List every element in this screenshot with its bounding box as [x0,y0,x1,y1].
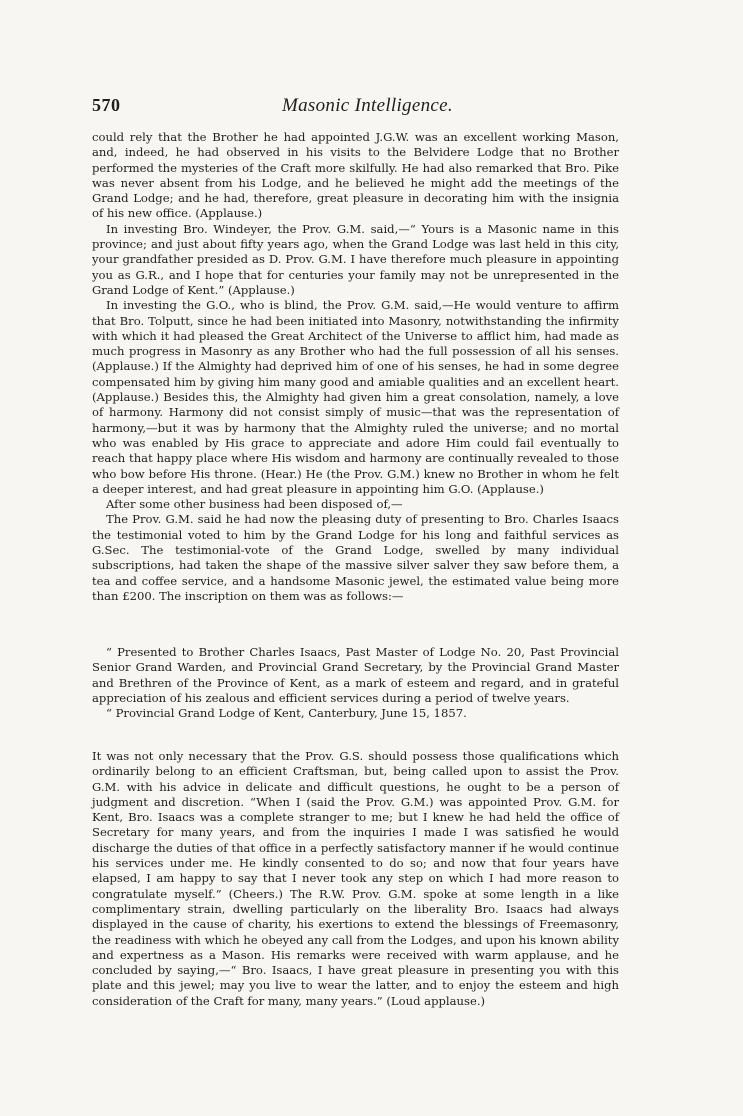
paragraph-testimonial: The Prov. G.M. said he had now the pleasing duty of presenting to Bro. Charles Isaacs the testimonial voted to him by the Grand Lodge for his long and faithful services as G.Sec. The testimonial-vote of the Grand Lodge, swelled by many individual subscriptions, had taken the shape of the massive silver salver they saw before them, a tea and coffee service, and a handsome Masonic jewel, the estimated value being more than £200. The inscription on them was as follows:— [92,512,619,603]
inscription-text: “ Presented to Brother Charles Isaacs, Past Master of Lodge No. 20, Past Provincial Senior Grand Warden, and Provincial Grand Secretary, by the Provincial Grand Master and Brethren of the Province of Kent, as a mark of esteem and regard, and in grateful appreciation of his zealous and efficient services during a period of twelve years. [92,645,619,705]
paragraph-continuation: could rely that the Brother he had appointed J.G.W. was an excellent working Mason, and, indeed, he had observed in his visits to the Belvidere Lodge that no Brother performed the mysteries of the Craft more skilfully. He had also remarked that Bro. Pike was never absent from his Lodge, and he believed he might add the meetings of the Grand Lodge; and he had, therefore, great pleasure in decorating him with the insignia of his new office. (Applause.) [92,130,619,221]
inscription-block [92,645,619,721]
inscription-dateline: “ Provincial Grand Lodge of Kent, Canterbury, June 15, 1857. [106,706,467,721]
page-header [92,95,619,119]
paragraph-organist: In investing the G.O., who is blind, the Prov. G.M. said,—He would venture to affirm that Bro. Tolputt, since he had been initiated into Masonry, notwithstanding the infirmity with which it had pleased the Great Architect of the Universe to afflict him, had made as much progress in Masonry as any Brother who had the full possession of all his senses. (Applause.) If the Almighty had deprived him of one of his senses, he had in some degree compensated him by giving him many good and amiable qualities and an excellent heart. (Applause.) Besides this, the Almighty had given him a great consolation, namely, a love of harmony. Harmony did not consist simply of music—that was the representation of harmony,—but it was by harmony that the Almighty ruled the universe; and no mortal who was enabled by His grace to appreciate and adore Him could fail eventually to reach that happy place where His wisdom and harmony are continually revealed to those who bow before His throne. (Hear.) He (the Prov. G.M.) knew no Brother in whom he felt a deeper interest, and had great pleasure in appointing him G.O. (Applause.) [92,298,619,496]
paragraph-windeyer: In investing Bro. Windeyer, the Prov. G.M. said,—“ Yours is a Masonic name in this province; and just about fifty years ago, when the Grand Lodge was last held in this city, your grandfather presided as D. Prov. G.M. I have therefore much pleasure in appointing you as G.R., and I hope that for centuries your family may not be unrepresented in the Grand Lodge of Kent.” (Applause.) [92,221,619,297]
running-title: Masonic Intelligence. [282,95,453,116]
closing-text [92,749,619,1009]
page-number: 570 [92,95,121,115]
paragraph-business: After some other business had been disposed of,— [106,497,403,512]
paragraph-closing: It was not only necessary that the Prov. G.S. should possess those qualifications which ordinarily belong to an efficient Craftsman, but, being called upon to assist the Prov. G.M. with his advice in delicate and difficult questions, he ought to be a person of judgment and discretion. “When I (said the Prov. G.M.) was appointed Prov. G.M. for Kent, Bro. Isaacs was a complete stranger to me; but I knew he had held the office of Secretary for many years, and from the inquiries I made I was satisfied he would discharge the duties of that office in a perfectly satisfactory manner if he would continue his services under me. He kindly consented to do so; and now that four years have elapsed, I am happy to say that I never took any step on which I had more reason to congratulate myself.” (Cheers.) The R.W. Prov. G.M. spoke at some length in a like complimentary strain, dwelling particularly on the liberality Bro. Isaacs had always displayed in the cause of charity, his exertions to extend the blessings of Freemasonry, the readiness with which he obeyed any call from the Lodges, and upon his known ability and expertness as a Mason. His remarks were received with warm applause, and he concluded by saying,—“ Bro. Isaacs, I have great pleasure in presenting you with this plate and this jewel; may you live to wear the latter, and to enjoy the esteem and high consideration of the Craft for many, many years.” (Loud applause.) [92,749,619,1008]
body-text [92,130,619,604]
